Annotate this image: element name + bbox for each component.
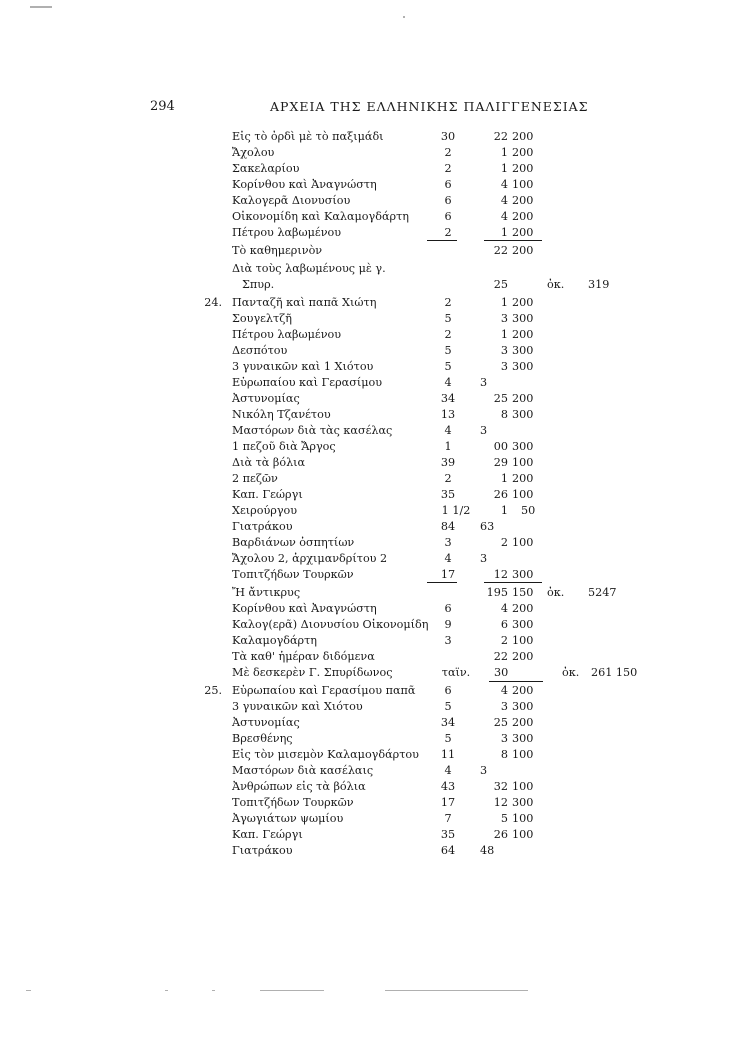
unit-label: ὀκ. [547,278,565,291]
entry-whole: 25 [493,392,508,405]
ledger-row [0,763,744,779]
entry-label: 2 πεζῶν [232,472,278,485]
entry-label: Καπ. Γεώργι [232,828,303,841]
ledger-row [0,633,744,649]
ledger-row [0,225,744,241]
entry-whole: 26 [493,488,508,501]
entry-quantity: ταϊν. [441,666,471,679]
unit-label: ὀκ. [547,586,565,599]
entry-fraction: 100 [512,488,534,501]
ledger-row [0,699,744,715]
sum-rule [484,582,542,583]
entry-fraction: 200 [512,716,534,729]
entry-whole: 1 [500,146,508,159]
entry-label: Κορίνθου καὶ Ἀναγνώστη [232,178,377,191]
entry-label: Βρεσθένης [232,732,293,745]
entry-quantity: 34 [440,392,456,405]
entry-whole: 5 [500,812,508,825]
entry-fraction: 300 [512,440,534,453]
entry-quantity: 1 1/2 [441,504,471,517]
entry-fraction: 200 [512,226,534,239]
entry-fraction: 300 [512,312,534,325]
entry-fraction: 200 [512,194,534,207]
ledger-row [0,731,744,747]
entry-quantity: 6 [444,684,452,697]
ledger-row [0,535,744,551]
entry-quantity: 17 [440,568,456,581]
entry-fraction: 100 [512,748,534,761]
ledger-row [0,601,744,617]
entry-label: Εὐρωπαίου καὶ Γερασίμου [232,376,383,389]
entry-label: Χειρούργου [232,504,298,517]
entry-label: Μὲ δεσκερὲν Γ. Σπυρίδωνος [232,666,393,679]
entry-whole: 3 [500,312,508,325]
ledger-row [0,585,744,601]
entry-label: Μαστόρων διὰ τὰς κασέλας [232,424,393,437]
ledger-row [0,193,744,209]
entry-fraction: 200 [512,146,534,159]
ledger-row [0,811,744,827]
entry-quantity: 4 [444,552,452,565]
ledger-row [0,649,744,665]
ledger-row [0,747,744,763]
entry-fraction: 200 [512,296,534,309]
ledger-row [0,407,744,423]
entry-whole: 2 [500,634,508,647]
entry-whole: 3 [500,700,508,713]
ledger-row [0,665,744,681]
entry-fraction: 100 [512,456,534,469]
entry-whole: 1 [500,472,508,485]
entry-label: Διὰ τὰ βόλια [232,456,306,469]
entry-fraction: 200 [512,684,534,697]
entry-fraction: 100 [512,536,534,549]
entry-label: Εἰς τὸ ὀρδὶ μὲ τὸ παξιμάδι [232,130,384,143]
entry-label: Κορίνθου καὶ Ἀναγνώστη [232,602,377,615]
ledger-row [0,243,744,259]
entry-label: 1 πεζοῦ διὰ Ἄργος [232,440,336,453]
ledger-row [0,277,744,293]
entry-whole: 63 [480,520,495,533]
entry-whole: 32 [493,780,508,793]
entry-label: Πέτρου λαβωμένου [232,226,342,239]
entry-quantity: 9 [444,618,452,631]
ledger-row [0,503,744,519]
entry-quantity: 5 [444,700,452,713]
ledger-row [0,295,744,311]
ledger-row [0,843,744,859]
entry-label: Πανταζῆ καὶ παπᾶ Χιώτη [232,296,377,309]
entry-label: Σπυρ. [242,278,275,291]
ledger-row [0,439,744,455]
entry-quantity: 3 [444,634,452,647]
entry-fraction: 200 [512,602,534,615]
entry-quantity: 2 [444,146,452,159]
ledger-row [0,423,744,439]
ledger-row [0,779,744,795]
entry-quantity: 64 [440,844,456,857]
entry-label: Ἤ ἄντικρυς [232,586,301,599]
entry-fraction: 200 [512,130,534,143]
entry-label: Ἄχολου [232,146,275,159]
entry-whole: 1 [500,162,508,175]
entry-whole: 25 [493,278,508,291]
entry-whole: 2 [500,536,508,549]
entry-whole: 25 [493,716,508,729]
entry-whole: 3 [480,424,488,437]
ledger-row [0,359,744,375]
entry-whole: 48 [480,844,495,857]
entry-whole: 30 [494,666,509,679]
entry-whole: 4 [500,210,508,223]
entry-fraction: 150 [512,586,534,599]
entry-label: Τὰ καθ' ἡμέραν διδόμενα [232,650,375,663]
entry-label: Ἀγωγιάτων ψωμίου [232,812,344,825]
page-number: 294 [150,99,175,114]
ledger-row [0,487,744,503]
entry-whole: 22 [493,244,508,257]
entry-label: Τὸ καθημερινὸν [232,244,323,257]
entry-quantity: 5 [444,360,452,373]
entry-fraction: 300 [512,344,534,357]
entry-whole: 22 [493,650,508,663]
entry-whole: 4 [500,602,508,615]
scan-speck [260,990,324,991]
ledger-row [0,327,744,343]
day-number: 25. [204,684,222,697]
entry-total: 319 [588,278,610,291]
scan-speck [165,990,168,991]
entry-fraction: 200 [512,472,534,485]
entry-label: Εὐρωπαίου καὶ Γερασίμου παπᾶ [232,684,416,697]
entry-label: Ἀνθρώπων εἰς τὰ βόλια [232,780,366,793]
entry-quantity: 2 [444,296,452,309]
entry-label: 3 γυναικῶν καὶ Χιότου [232,700,363,713]
ledger-row [0,311,744,327]
sum-rule [484,240,542,241]
ledger-row [0,471,744,487]
entry-whole: 3 [500,360,508,373]
entry-label: Σουγελτζῆ [232,312,292,325]
entry-label: Γιατράκου [232,844,293,857]
entry-quantity: 3 [444,536,452,549]
entry-quantity: 11 [440,748,456,761]
ledger-row [0,343,744,359]
entry-quantity: 4 [444,424,452,437]
entry-quantity: 35 [440,828,456,841]
ledger-row [0,795,744,811]
entry-quantity: 13 [440,408,456,421]
entry-whole: 29 [493,456,508,469]
entry-fraction: 300 [512,732,534,745]
entry-whole: 3 [480,376,488,389]
entry-fraction: 100 [512,178,534,191]
day-number: 24. [204,296,222,309]
entry-whole: 3 [480,552,488,565]
ledger-row [0,161,744,177]
scan-speck [30,6,52,8]
entry-fraction: 300 [512,360,534,373]
entry-whole: 3 [500,344,508,357]
sum-rule [427,582,457,583]
entry-fraction: 50 [521,504,536,517]
entry-fraction: 300 [512,796,534,809]
entry-whole: 3 [480,764,488,777]
entry-quantity: 39 [440,456,456,469]
ledger-row [0,827,744,843]
entry-quantity: 6 [444,602,452,615]
entry-whole: 1 [500,226,508,239]
entry-label: 3 γυναικῶν καὶ 1 Χιότου [232,360,374,373]
entry-label: Νικόλη Τζανέτου [232,408,331,421]
entry-quantity: 2 [444,162,452,175]
ledger-row [0,683,744,699]
entry-label: Διὰ τοὺς λαβωμένους μὲ γ. [232,262,386,275]
scan-speck [385,990,528,991]
entry-whole: 4 [500,178,508,191]
entry-label: Καλογερᾶ Διονυσίου [232,194,351,207]
ledger-row [0,261,744,277]
entry-quantity: 6 [444,210,452,223]
entry-label: Τοπιτζήδων Τουρκῶν [232,568,354,581]
entry-quantity: 34 [440,716,456,729]
entry-quantity: 2 [444,472,452,485]
entry-quantity: 2 [444,328,452,341]
entry-quantity: 5 [444,312,452,325]
ledger-row [0,129,744,145]
entry-label: Οἰκονομίδη καὶ Καλαμογδάρτη [232,210,409,223]
entry-label: Εἰς τὸν μισεμὸν Καλαμογδάρτου [232,748,419,761]
entry-whole: 22 [493,130,508,143]
entry-whole: 00 [493,440,508,453]
entry-whole: 8 [500,748,508,761]
entry-whole: 1 [500,296,508,309]
scan-speck [403,16,405,18]
scan-speck [26,990,31,991]
sum-rule [489,681,543,682]
entry-whole: 195 [486,586,508,599]
ledger-row [0,209,744,225]
entry-quantity: 35 [440,488,456,501]
entry-quantity: 6 [444,178,452,191]
entry-whole: 12 [493,568,508,581]
entry-quantity: 5 [444,732,452,745]
entry-fraction: 200 [512,650,534,663]
entry-fraction: 200 [512,328,534,341]
ledger-row [0,519,744,535]
running-title: ΑΡΧΕΙΑ ΤΗΣ ΕΛΛΗΝΙΚΗΣ ΠΑΛΙΓΓΕΝΕΣΙΑΣ [270,99,589,114]
ledger-row [0,375,744,391]
entry-fraction: 200 [512,162,534,175]
entry-quantity: 43 [440,780,456,793]
entry-fraction: 300 [512,618,534,631]
entry-total: 261 150 [591,666,638,679]
entry-fraction: 300 [512,568,534,581]
entry-quantity: 5 [444,344,452,357]
entry-label: Καλαμογδάρτη [232,634,318,647]
entry-whole: 4 [500,684,508,697]
entry-fraction: 200 [512,210,534,223]
entry-label: Ἀστυνομίας [232,716,300,729]
entry-fraction: 200 [512,244,534,257]
entry-quantity: 7 [444,812,452,825]
entry-label: Ἀστυνομίας [232,392,300,405]
entry-whole: 26 [493,828,508,841]
entry-label: Βαρδιάνων ὀσπητίων [232,536,355,549]
ledger-row [0,715,744,731]
entry-whole: 1 [500,328,508,341]
entry-quantity: 6 [444,194,452,207]
entry-quantity: 4 [444,376,452,389]
scan-speck [212,990,215,991]
unit-label: ὀκ. [562,666,580,679]
entry-label: Πέτρου λαβωμένου [232,328,342,341]
ledger-row [0,145,744,161]
ledger-row [0,617,744,633]
ledger-row [0,177,744,193]
entry-label: Ἄχολου 2, ἀρχιμανδρίτου 2 [232,552,388,565]
entry-label: Καλογ(ερᾶ) Διονυσίου Οἰκονομίδη [232,618,429,631]
entry-label: Γιατράκου [232,520,293,533]
entry-fraction: 300 [512,408,534,421]
entry-quantity: 1 [444,440,452,453]
entry-quantity: 30 [440,130,456,143]
entry-quantity: 4 [444,764,452,777]
sum-rule [427,240,457,241]
entry-fraction: 200 [512,392,534,405]
entry-total: 5247 [588,586,617,599]
entry-whole: 3 [500,732,508,745]
entry-quantity: 2 [444,226,452,239]
ledger-row [0,551,744,567]
ledger-row [0,455,744,471]
entry-fraction: 100 [512,780,534,793]
entry-whole: 6 [500,618,508,631]
ledger-row [0,567,744,583]
ledger-row [0,391,744,407]
entry-quantity: 84 [440,520,456,533]
entry-whole: 8 [500,408,508,421]
entry-label: Δεσπότου [232,344,288,357]
entry-fraction: 100 [512,634,534,647]
entry-whole: 12 [493,796,508,809]
entry-whole: 1 [500,504,508,517]
entry-label: Τοπιτζήδων Τουρκῶν [232,796,354,809]
entry-fraction: 100 [512,812,534,825]
entry-fraction: 300 [512,700,534,713]
entry-whole: 4 [500,194,508,207]
entry-quantity: 17 [440,796,456,809]
entry-label: Μαστόρων διὰ κασέλαις [232,764,374,777]
entry-fraction: 100 [512,828,534,841]
entry-label: Σακελαρίου [232,162,300,175]
entry-label: Καπ. Γεώργι [232,488,303,501]
